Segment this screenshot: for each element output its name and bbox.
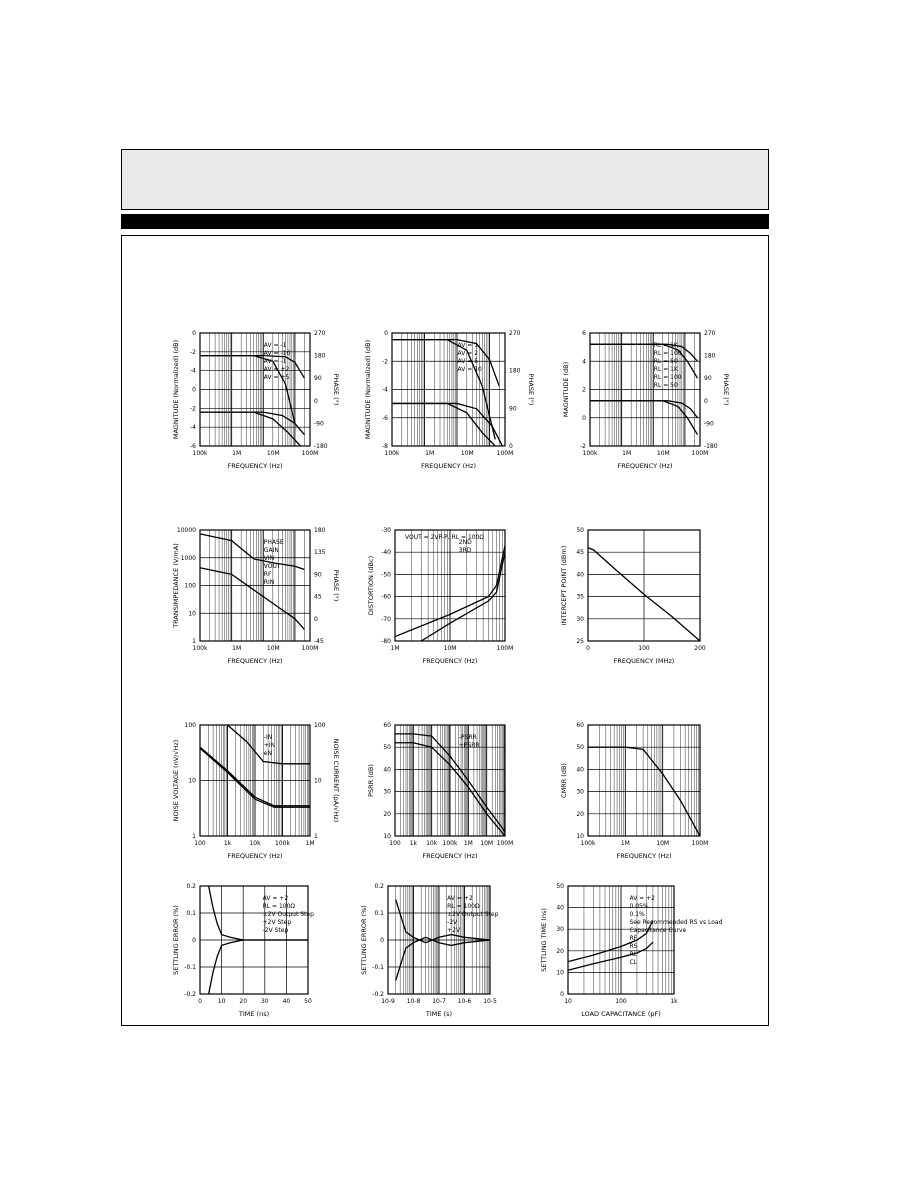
chart-annotation: eN — [263, 750, 272, 757]
y-tick-label: -30 — [381, 527, 391, 534]
series-line — [392, 340, 499, 387]
y-axis-label: SETTLING TIME (ns) — [540, 908, 548, 972]
chart-annotation: AV = 2 — [457, 350, 479, 357]
x-tick-label: 100M — [496, 645, 514, 652]
series-line — [200, 568, 304, 630]
x-tick-label: 10M — [443, 645, 457, 652]
chart-annotation: AV = -1 — [263, 358, 287, 365]
y2-tick-label: -90 — [704, 420, 714, 428]
y2-tick-label: 180 — [314, 352, 326, 360]
x-axis-label: FREQUENCY (Hz) — [420, 462, 477, 470]
y-tick-label: 60 — [383, 722, 391, 729]
x-tick-label: 10k — [426, 840, 438, 847]
chart-annotation: +2V Step — [262, 919, 292, 926]
y-tick-label: 50 — [556, 883, 564, 890]
chart-c5 — [367, 527, 514, 665]
chart-annotation: 3RD — [458, 547, 472, 554]
y-tick-label: 50 — [576, 744, 584, 752]
x-tick-label: 100k — [384, 450, 400, 457]
x-tick-label: 100M — [301, 645, 319, 652]
x-tick-label: 100k — [192, 450, 208, 457]
chart-annotation: PHASE — [263, 539, 284, 546]
y-tick-label: 50 — [383, 744, 391, 752]
chart-annotation: ±2V Output Step — [447, 911, 499, 918]
y-tick-label: -0.2 — [184, 991, 196, 998]
y-axis-label: SETTLING ERROR (%) — [360, 905, 368, 975]
y-tick-label: -60 — [381, 593, 391, 601]
chart-annotation: 0.05% — [629, 903, 649, 910]
y-tick-label: 0.1 — [374, 910, 384, 917]
y2-tick-label: 90 — [509, 405, 517, 413]
chart-annotation: -PSRR — [458, 734, 477, 741]
chart-annotation: +2V — [447, 927, 461, 934]
chart-annotation: AV = +5 — [263, 374, 290, 381]
chart-annotation: VIN — [263, 555, 275, 562]
x-tick-label: 1M — [232, 450, 242, 457]
x-tick-label: 1M — [620, 840, 630, 847]
x-tick-label: 10-7 — [432, 998, 446, 1005]
x-tick-label: 10M — [266, 450, 280, 457]
chart-annotation: RL = 1K — [653, 342, 678, 349]
y2-tick-label: 180 — [704, 352, 716, 360]
chart-annotation: +PSRR — [458, 742, 480, 749]
x-tick-label: 40 — [282, 998, 291, 1005]
y-tick-label: 10 — [383, 833, 391, 840]
y-tick-label: 0 — [192, 386, 196, 394]
chart-annotation: 2ND — [458, 539, 472, 546]
y-tick-label: -2 — [382, 358, 388, 366]
x-tick-label: 0 — [198, 998, 202, 1005]
chart-annotation: RS — [629, 943, 638, 950]
y-tick-label: 4 — [582, 358, 586, 366]
chart-annotation: RL = 1K — [653, 366, 678, 373]
y2-tick-label: 0 — [314, 397, 318, 405]
x-axis-label: FREQUENCY (Hz) — [227, 852, 283, 860]
plot-border — [588, 725, 700, 836]
x-tick-label: 100 — [638, 645, 650, 652]
y2-tick-label: 90 — [314, 571, 322, 579]
chart-annotation: RL = 100Ω — [447, 903, 480, 910]
y-axis-label: DISTORTION (dBc) — [367, 555, 375, 616]
chart-annotation: -2V Step — [262, 927, 289, 934]
y-tick-label: -2 — [190, 405, 196, 413]
x-tick-label: 10-8 — [406, 998, 421, 1005]
y2-tick-label: 1 — [314, 833, 318, 840]
y-axis-label: MAGNITUDE (Normalized) (dB) — [364, 339, 372, 440]
chart-annotation: +IN — [263, 742, 276, 749]
y-tick-label: 20 — [576, 810, 584, 818]
x-tick-label: 100 — [615, 998, 627, 1005]
y-tick-label: 40 — [576, 766, 584, 774]
chart-annotation: AV = +2 — [629, 895, 655, 902]
y-tick-label: 20 — [556, 947, 564, 955]
y-tick-label: 10 — [556, 969, 564, 977]
y2-tick-label: 270 — [509, 330, 521, 337]
x-tick-label: 10M — [480, 840, 494, 847]
y2-tick-label: 270 — [704, 330, 716, 337]
x-tick-label: 100M — [301, 450, 319, 457]
x-tick-label: 10 — [217, 998, 226, 1005]
y2-tick-label: 135 — [314, 549, 326, 557]
y-tick-label: 2 — [582, 386, 586, 394]
y-tick-label: -0.1 — [184, 964, 196, 971]
y-tick-label: -4 — [382, 386, 388, 394]
chart-annotation: ±2V Output Step — [262, 911, 314, 918]
y-tick-label: 0.2 — [374, 883, 384, 890]
chart-annotation: RIN — [263, 579, 275, 586]
y-axis-label: NOISE VOLTAGE (nV/√Hz) — [172, 739, 180, 822]
y-tick-label: 10 — [188, 610, 196, 618]
y-tick-label: -40 — [381, 549, 391, 557]
x-tick-label: 10-6 — [457, 998, 472, 1005]
series-line — [396, 937, 490, 980]
x-tick-label: 100k — [192, 645, 208, 652]
y-tick-label: -70 — [381, 615, 391, 623]
y2-tick-label: 90 — [314, 375, 322, 383]
chart-annotation: CL — [629, 959, 638, 966]
chart-c12 — [540, 883, 723, 1018]
x-tick-label: 20 — [239, 998, 248, 1005]
y-tick-label: -6 — [382, 414, 388, 422]
x-tick-label: 10 — [564, 998, 572, 1005]
x-tick-label: 1M — [425, 450, 435, 457]
y-tick-label: -2 — [580, 443, 586, 450]
chart-c11 — [360, 883, 499, 1018]
chart-annotation: AV = +2 — [447, 895, 473, 902]
x-tick-label: 30 — [260, 998, 269, 1005]
y-tick-label: 10 — [188, 777, 196, 785]
chart-annotation: RL = 100 — [653, 374, 682, 381]
x-tick-label: 1k — [670, 998, 678, 1005]
y-axis-label: CMRR (dB) — [560, 763, 568, 798]
chart-annotation: RL = 50 — [653, 358, 678, 365]
chart-annotation: Capacitance Curve — [629, 927, 687, 934]
chart-c6 — [560, 527, 706, 665]
y-tick-label: 20 — [383, 810, 391, 818]
y-tick-label: 0 — [380, 937, 384, 944]
chart-c8 — [367, 722, 514, 860]
chart-annotation: AV = 1 — [457, 342, 479, 349]
x-tick-label: 100k — [275, 840, 290, 847]
chart-c3 — [562, 330, 730, 470]
chart-annotation: AV = +2 — [263, 366, 290, 373]
y-tick-label: -80 — [381, 638, 391, 645]
y2-tick-label: 0 — [509, 443, 513, 450]
x-tick-label: 10M — [460, 450, 474, 457]
y-tick-label: 6 — [582, 330, 586, 337]
y-tick-label: -4 — [190, 367, 196, 375]
x-tick-label: 1M — [390, 645, 400, 652]
y-tick-label: 1 — [192, 833, 196, 840]
y2-tick-label: 180 — [314, 527, 326, 534]
y-tick-label: 1 — [192, 638, 196, 645]
y-tick-label: -50 — [381, 571, 391, 579]
y-tick-label: -0.1 — [372, 964, 384, 971]
x-tick-label: 100k — [582, 450, 598, 457]
x-axis-label: TIME (ns) — [238, 1010, 270, 1018]
y-tick-label: 10000 — [176, 527, 196, 534]
y-tick-label: 0 — [384, 330, 388, 337]
x-tick-label: 100M — [496, 450, 514, 457]
x-axis-label: FREQUENCY (Hz) — [617, 462, 673, 470]
y-axis-label: MAGNITUDE (Normalized) (dB) — [172, 339, 180, 440]
chart-annotation: RL = 50 — [653, 382, 678, 389]
y-tick-label: 100 — [184, 722, 196, 729]
x-axis-label: FREQUENCY (Hz) — [422, 657, 478, 665]
x-tick-label: 100M — [691, 840, 709, 847]
y-tick-label: -8 — [382, 443, 388, 450]
x-tick-label: 1k — [223, 840, 232, 847]
x-axis-label: FREQUENCY (MHz) — [613, 657, 675, 665]
y-tick-label: 50 — [576, 527, 584, 534]
y2-tick-label: 270 — [314, 330, 326, 337]
x-axis-label: FREQUENCY (Hz) — [227, 657, 283, 665]
x-tick-label: 10k — [249, 840, 261, 847]
x-axis-label: FREQUENCY (Hz) — [616, 852, 672, 860]
y2-axis-label: NOISE CURRENT (pA/√Hz) — [332, 738, 340, 823]
y2-tick-label: 90 — [704, 375, 712, 383]
x-tick-label: 50 — [304, 998, 312, 1005]
y-tick-label: 0.2 — [186, 883, 196, 890]
y2-axis-label: PHASE (°) — [332, 373, 340, 406]
y-tick-label: 0 — [582, 414, 586, 422]
x-axis-label: TIME (s) — [425, 1010, 453, 1018]
y-tick-label: 30 — [383, 788, 391, 796]
chart-annotation: -IN — [263, 734, 273, 741]
x-tick-label: 100k — [580, 840, 596, 847]
y-axis-label: MAGNITUDE (dB) — [562, 361, 570, 418]
x-tick-label: 1M — [232, 645, 242, 652]
chart-annotation: AV = -1 — [263, 342, 287, 349]
series-line — [568, 942, 653, 970]
y2-tick-label: 10 — [314, 777, 322, 785]
series-line — [200, 534, 304, 570]
y-axis-label: PSRR (dB) — [367, 764, 375, 797]
x-tick-label: 10-5 — [483, 998, 497, 1005]
y2-tick-label: -180 — [314, 443, 328, 450]
y-tick-label: 40 — [556, 904, 564, 912]
chart-c2 — [364, 330, 535, 470]
y-tick-label: 0 — [560, 991, 564, 998]
chart-annotation: AV = +2 — [262, 895, 289, 902]
y-tick-label: 40 — [383, 766, 391, 774]
x-tick-label: 100M — [496, 840, 514, 847]
y2-tick-label: -90 — [314, 420, 324, 428]
chart-annotation: 0.1% — [629, 911, 645, 918]
x-tick-label: 10-9 — [381, 998, 395, 1005]
y-tick-label: -6 — [190, 443, 196, 450]
chart-annotation: -2V — [447, 919, 458, 926]
y2-tick-label: -45 — [314, 638, 324, 645]
y-tick-label: -2 — [190, 348, 196, 356]
series-line — [200, 412, 304, 435]
y-tick-label: 30 — [576, 615, 584, 623]
y-tick-label: 40 — [576, 571, 584, 579]
chart-title: VOUT = 2VP-P, RL = 100Ω — [404, 534, 485, 541]
x-axis-label: FREQUENCY (Hz) — [422, 852, 478, 860]
x-tick-label: 100 — [389, 840, 401, 847]
chart-c7 — [172, 722, 340, 860]
chart-annotation: RL = 100Ω — [262, 903, 296, 910]
y-tick-label: 0.1 — [186, 910, 196, 917]
chart-annotation: AV = 10 — [457, 366, 482, 373]
y2-axis-label: PHASE (°) — [332, 569, 340, 602]
y-tick-label: 60 — [576, 722, 584, 729]
chart-c10 — [172, 883, 314, 1018]
y-tick-label: 1000 — [180, 554, 196, 562]
y-tick-label: -0.2 — [372, 991, 384, 998]
x-axis-label: FREQUENCY (Hz) — [227, 462, 283, 470]
chart-c9 — [560, 722, 709, 860]
chart-annotation: See Recommended RS vs Load — [629, 919, 723, 926]
x-tick-label: 10M — [656, 450, 670, 457]
chart-annotation: GAIN — [263, 547, 279, 554]
chart-annotation: RL = 100 — [653, 350, 682, 357]
chart-annotation: VOUT — [263, 563, 281, 570]
x-tick-label: 1M — [305, 840, 315, 847]
y2-axis-label: PHASE (°) — [722, 373, 730, 406]
x-tick-label: 1k — [409, 840, 417, 847]
y-tick-label: 0 — [192, 937, 196, 944]
chart-annotation: AV = 5 — [457, 358, 479, 365]
y-tick-label: 10 — [576, 833, 584, 840]
chart-c4 — [172, 527, 340, 665]
x-tick-label: 1M — [463, 840, 473, 847]
x-tick-label: 0 — [586, 645, 590, 652]
chart-annotation: RL — [629, 951, 637, 958]
x-tick-label: 1M — [622, 450, 632, 457]
x-tick-label: 100k — [442, 840, 458, 847]
x-axis-label: LOAD CAPACITANCE (pF) — [581, 1010, 661, 1018]
chart-annotation: RF — [629, 935, 638, 942]
y-axis-label: INTERCEPT POINT (dBm) — [560, 545, 568, 626]
y-tick-label: 25 — [576, 638, 584, 645]
x-tick-label: 100M — [691, 450, 709, 457]
y-axis-label: TRANSIMPEDANCE (V/mA) — [172, 543, 180, 628]
y2-tick-label: 45 — [314, 593, 322, 601]
y2-tick-label: 100 — [314, 722, 326, 729]
x-tick-label: 100 — [194, 840, 206, 847]
y2-tick-label: 0 — [704, 397, 708, 405]
y-axis-label: SETTLING ERROR (%) — [172, 905, 180, 975]
header-box — [121, 149, 769, 210]
y2-tick-label: 180 — [509, 367, 521, 375]
y2-axis-label: PHASE (°) — [527, 373, 535, 406]
x-tick-label: 10M — [656, 840, 670, 847]
y-tick-label: 45 — [576, 549, 584, 557]
y-tick-label: 35 — [576, 593, 584, 601]
y-tick-label: 30 — [556, 926, 564, 934]
section-bar — [121, 214, 769, 229]
x-tick-label: 10M — [266, 645, 280, 652]
chart-annotation: AV = -10 — [263, 350, 291, 357]
y2-tick-label: 0 — [314, 615, 318, 623]
chart-annotation: RF — [263, 571, 272, 578]
y-tick-label: -4 — [190, 424, 196, 432]
y-tick-label: 100 — [184, 582, 196, 590]
y-tick-label: 30 — [576, 788, 584, 796]
x-tick-label: 200 — [694, 645, 706, 652]
chart-c1 — [172, 330, 340, 470]
y2-tick-label: -180 — [704, 443, 718, 450]
y-tick-label: 0 — [192, 330, 196, 337]
